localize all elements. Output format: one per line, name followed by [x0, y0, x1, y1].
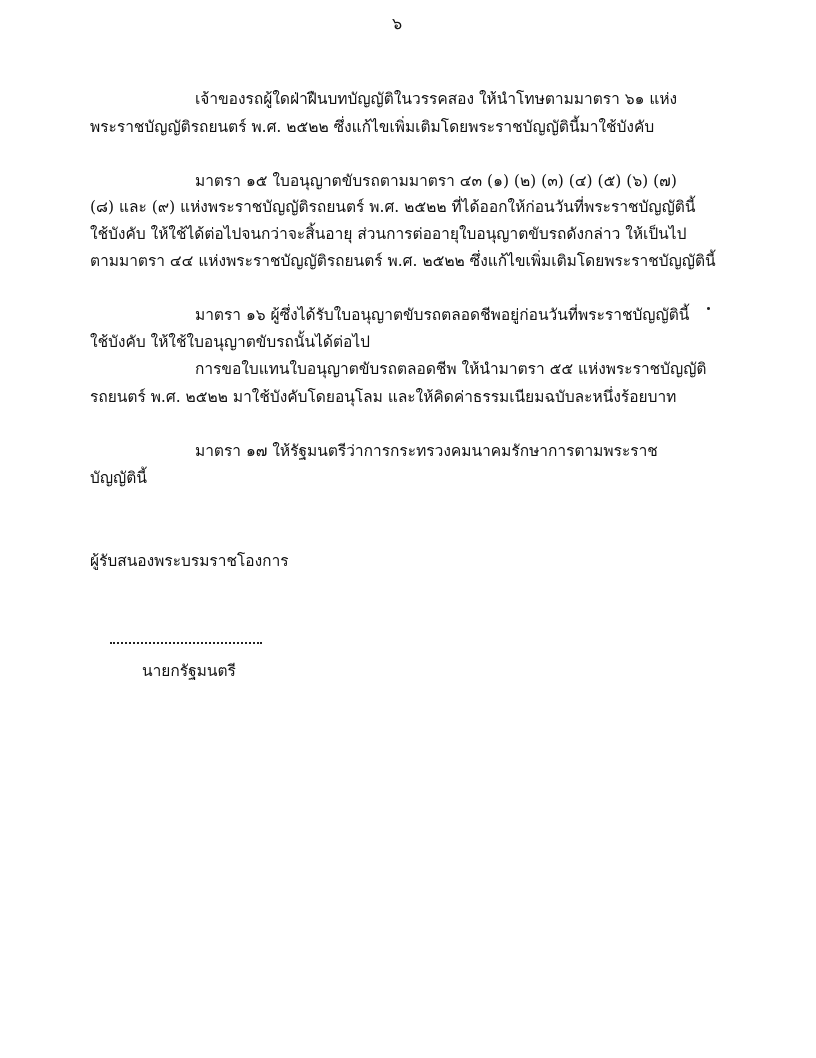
section-17-line: บัญญัตินี้	[90, 469, 147, 487]
page-number: ๖	[392, 14, 403, 33]
paragraph-line: พระราชบัญญัติรถยนตร์ พ.ศ. ๒๕๒๒ ซึ่งแก้ไขเพิ่มเติมโดยพระราชบัญญัตินี้มาใช้บังคับ	[90, 118, 655, 136]
countersign-heading: ผู้รับสนองพระบรมราชโองการ	[90, 552, 289, 570]
section-17-line: มาตรา ๑๗ ให้รัฐมนตรีว่าการกระทรวงคมนาคมรักษาการตามพระราช	[195, 442, 658, 460]
section-15-line: ใช้บังคับ ให้ใช้ได้ต่อไปจนกว่าจะสิ้นอายุ ส่วนการต่ออายุใบอนุญาตขับรถดังกล่าว ให้เป็นไป	[90, 225, 687, 243]
section-16-line: การขอใบแทนใบอนุญาตขับรถตลอดชีพ ให้นำมาตรา ๕๕ แห่งพระราชบัญญัติ	[195, 360, 707, 378]
section-16-line: มาตรา ๑๖ ผู้ซึ่งได้รับใบอนุญาตขับรถตลอดชีพอยู่ก่อนวันที่พระราชบัญญัตินี้	[195, 306, 690, 324]
section-15-line: (๘) และ (๙) แห่งพระราชบัญญัติรถยนตร์ พ.ศ. ๒๕๒๒ ที่ได้ออกให้ก่อนวันที่พระราชบัญญัตินี้	[90, 198, 696, 216]
signature-title: นายกรัฐมนตรี	[142, 662, 236, 680]
paragraph-line: เจ้าของรถผู้ใดฝ่าฝืนบทบัญญัติในวรรคสอง ให้นำโทษตามมาตรา ๖๑ แห่ง	[195, 90, 678, 108]
signature-line	[110, 636, 262, 644]
section-16-line: ใช้บังคับ ให้ใช้ใบอนุญาตขับรถนั้นได้ต่อไป	[90, 333, 370, 351]
section-16-line: รถยนตร์ พ.ศ. ๒๕๒๒ มาใช้บังคับโดยอนุโลม และให้คิดค่าธรรมเนียมฉบับละหนึ่งร้อยบาท	[90, 388, 677, 406]
section-15-line: มาตรา ๑๕ ใบอนุญาตขับรถตามมาตรา ๔๓ (๑) (๒) (๓) (๔) (๕) (๖) (๗)	[195, 172, 677, 190]
section-15-line: ตามมาตรา ๔๔ แห่งพระราชบัญญัติรถยนตร์ พ.ศ. ๒๕๒๒ ซึ่งแก้ไขเพิ่มเติมโดยพระราชบัญญัตินี้	[90, 252, 716, 270]
scan-speck	[707, 307, 710, 310]
